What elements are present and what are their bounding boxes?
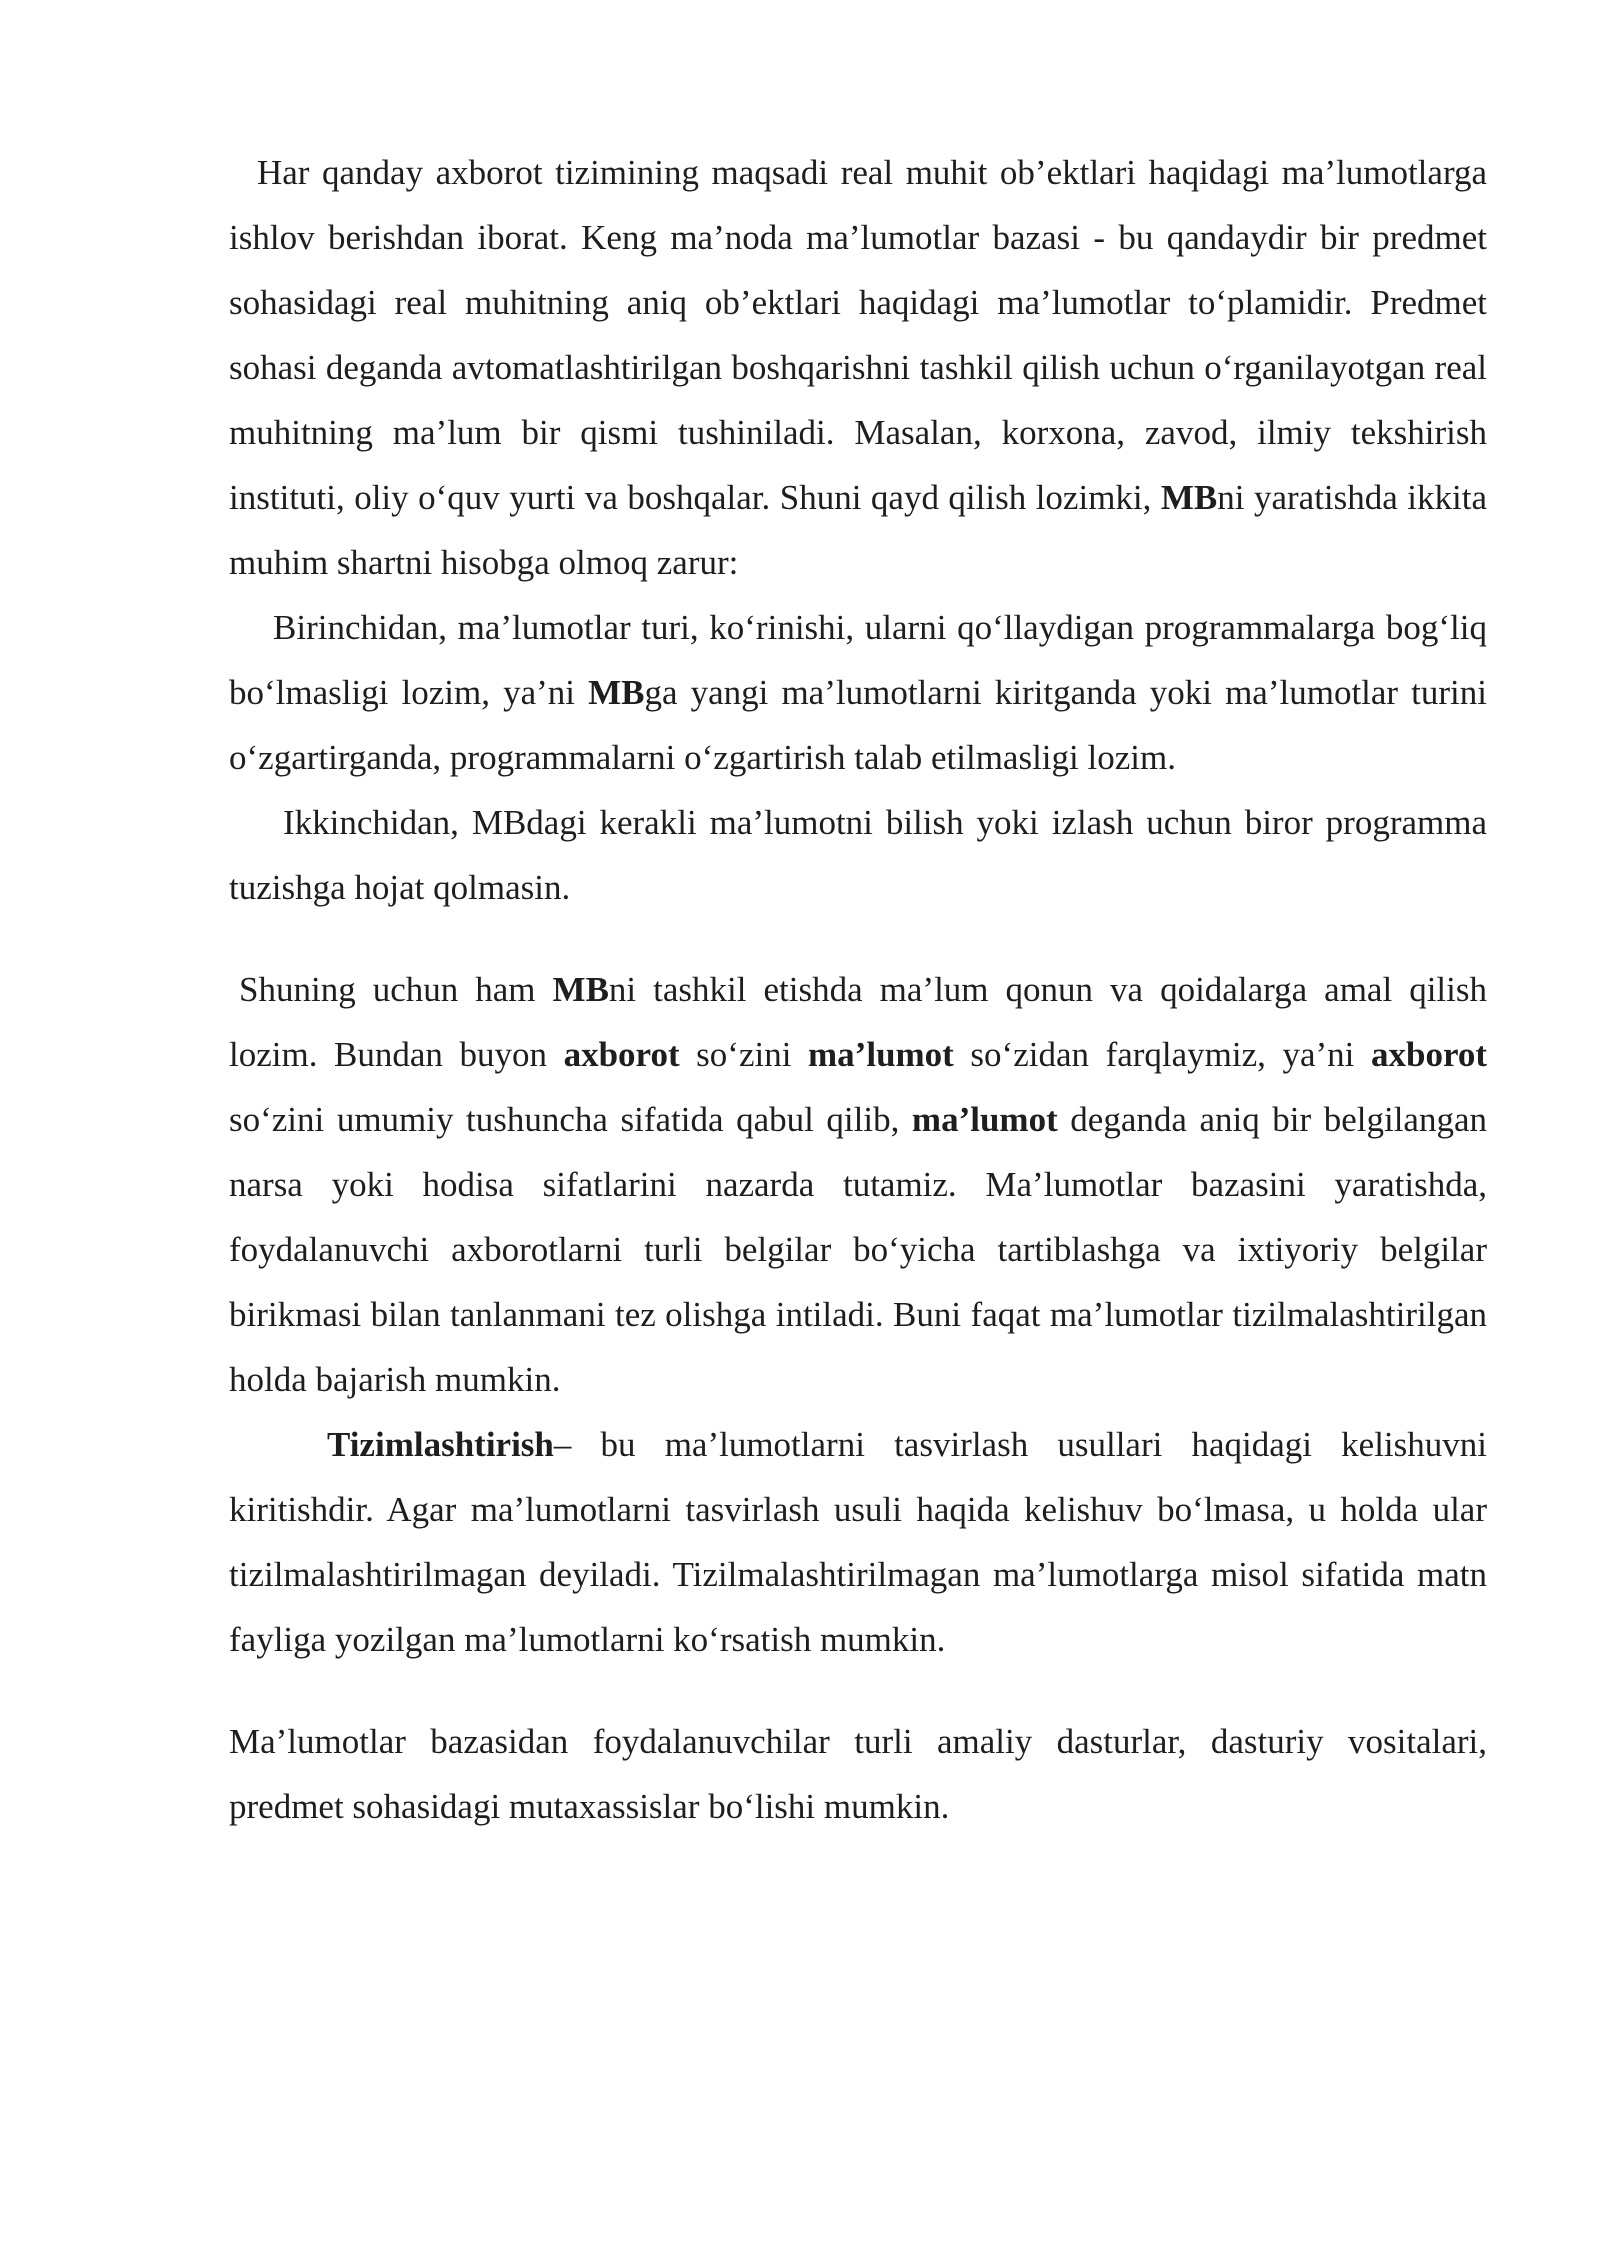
paragraph xyxy=(229,595,1487,790)
text-segment: – bu ma’lumotlarni tasvirlash usullari haqidagi kelishuvni kiritishdir. Agar ma’lumotlarni tasvirlash usuli haqida kelishuv bo‘lmasa, u holda ular tizilmalashtirilmagan deyiladi. Tizilmalashtirilmagan ma’lumotlarga misol sifatida matn fayliga yozilgan ma’lumotlarni ko‘rsatish mumkin. xyxy=(229,1425,1487,1659)
paragraph xyxy=(229,1709,1487,1839)
paragraph xyxy=(229,790,1487,920)
bold-text-segment: MB xyxy=(1160,478,1218,517)
paragraph xyxy=(229,1412,1487,1672)
text-segment: deganda aniq bir belgilangan narsa yoki hodisa sifatlarini nazarda tutamiz. Ma’lumotlar bazasini yaratishda, foydalanuvchi axborotlarni turli belgilar bo‘yicha tartiblashga va ixtiyoriy belgilar birikmasi bilan tanlanmani tez olishga intiladi. Buni faqat ma’lumotlar tizilmalashtirilgan holda bajarish mumkin. xyxy=(229,1100,1487,1399)
text-segment: ni tashkil etishda ma’lum qonun va qoidalarga amal qilish lozim. Bundan buyon xyxy=(229,970,1487,1074)
text-segment: ni yaratishda ikkita muhim shartni hisobga olmoq zarur: xyxy=(229,478,1487,582)
text-segment: Shuning uchun ham xyxy=(239,970,553,1009)
text-segment: so‘zini umumiy tushuncha sifatida qabul qilib, xyxy=(229,1100,912,1139)
text-segment: so‘zini xyxy=(679,1035,809,1074)
bold-text-segment: MB xyxy=(588,673,645,712)
document-body xyxy=(229,140,1487,1839)
bold-text-segment: ma’lumot xyxy=(808,1035,954,1074)
paragraph xyxy=(229,957,1487,1412)
text-segment: Ikkinchidan, MBdagi kerakli ma’lumotni bilish yoki izlash uchun biror programma tuzishga hojat qolmasin. xyxy=(229,803,1487,907)
text-segment: so‘zidan farqlaymiz, ya’ni xyxy=(953,1035,1371,1074)
bold-text-segment: axborot xyxy=(563,1035,680,1074)
text-segment: Har qanday axborot tizimining maqsadi real muhit ob’ektlari haqidagi ma’lumotlarga ishlov berishdan iborat. Keng ma’noda ma’lumotlar bazasi - bu qandaydir bir predmet sohasidagi real muhitning aniq ob’ektlari haqidagi ma’lumotlar to‘plamidir. Predmet sohasi deganda avtomatlashtirilgan boshqarishni tashkil qilish uchun o‘rganilayotgan real muhitning ma’lum bir qismi tushiniladi. Masalan, korxona, zavod, ilmiy tekshirish instituti, oliy o‘quv yurti va boshqalar. Shuni qayd qilish lozimki, xyxy=(229,153,1487,517)
text-segment: Birinchidan, ma’lumotlar turi, ko‘rinishi, ularni qo‘llaydigan programmalarga bog‘liq bo‘lmasligi lozim, ya’ni xyxy=(229,608,1487,712)
bold-text-segment: axborot xyxy=(1370,1035,1488,1074)
paragraph xyxy=(229,140,1487,595)
bold-text-segment: Tizimlashtirish xyxy=(327,1425,554,1464)
text-segment: ga yangi ma’lumotlarni kiritganda yoki ma’lumotlar turini o‘zgartirganda, programmalarni o‘zgartirish talab etilmasligi lozim. xyxy=(229,673,1488,777)
text-segment: Ma’lumotlar bazasidan foydalanuvchilar turli amaliy dasturlar, dasturiy vositalari, predmet sohasidagi mutaxassislar bo‘lishi mumkin. xyxy=(229,1722,1487,1826)
bold-text-segment: MB xyxy=(552,970,609,1009)
bold-text-segment: ma’lumot xyxy=(911,1100,1058,1139)
